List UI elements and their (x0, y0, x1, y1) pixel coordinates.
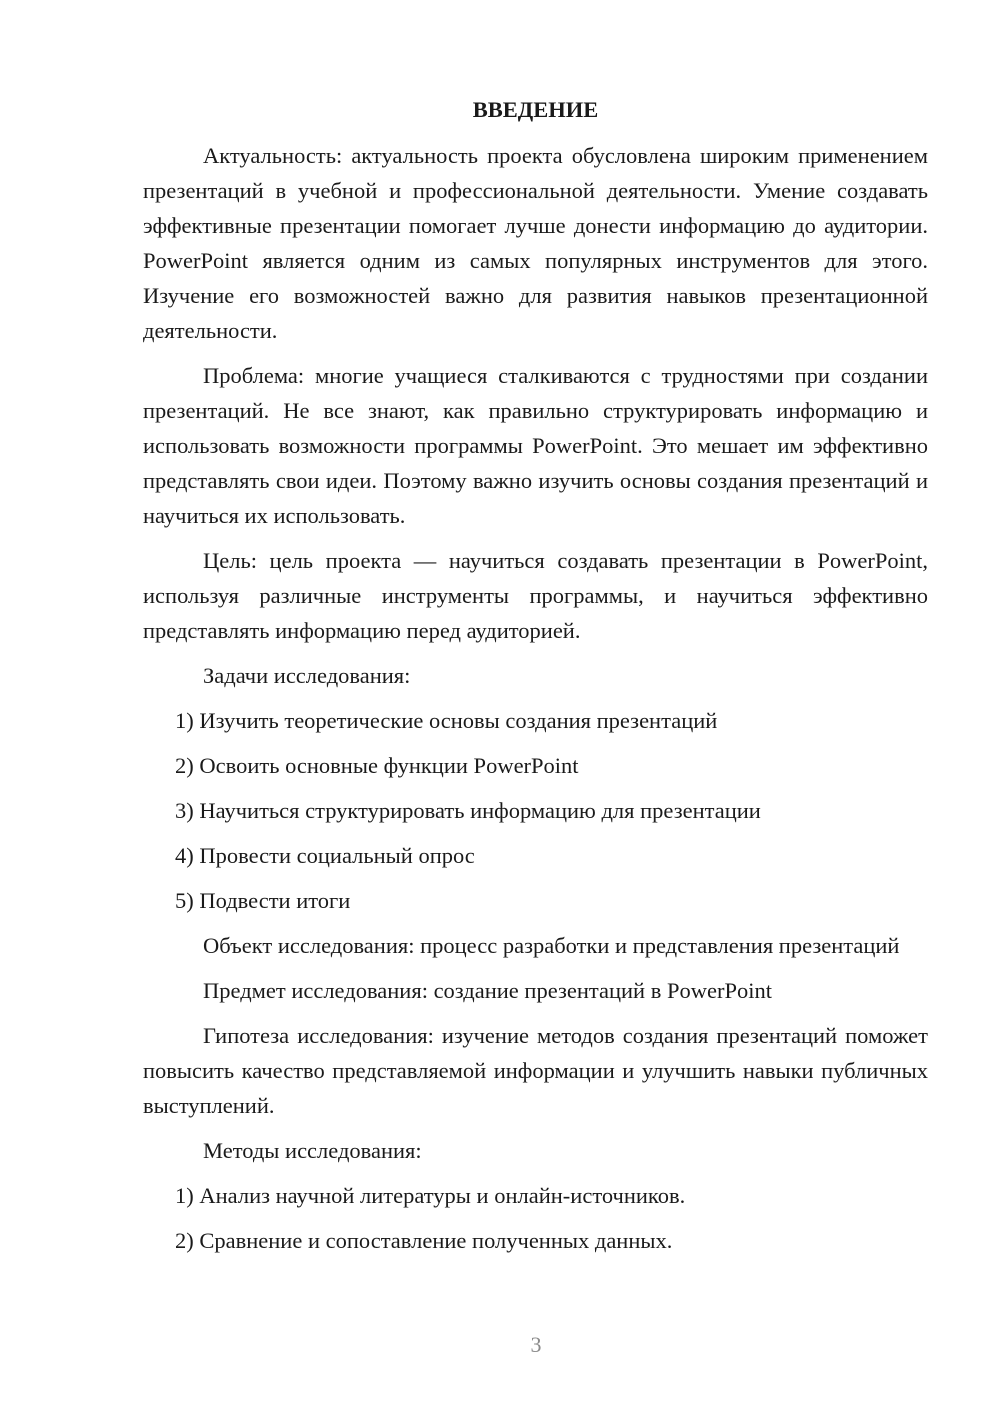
goal-paragraph: Цель: цель проекта — научиться создавать презентации в PowerPoint, используя различные инструменты программы, и научиться эффективно представлять информацию перед аудиторией. (143, 548, 928, 643)
task-item-3: 3) Научиться структурировать информацию для презентации (175, 798, 761, 823)
hypothesis-paragraph: Гипотеза исследования: изучение методов создания презентаций поможет повысить качество представляемой информации и улучшить навыки публичных выступлений. (143, 1023, 928, 1118)
method-item-2: 2) Сравнение и сопоставление полученных данных. (175, 1228, 673, 1253)
object-paragraph: Объект исследования: процесс разработки и представления презентаций (203, 933, 900, 958)
tasks-heading: Задачи исследования: (203, 663, 411, 688)
task-item-2: 2) Освоить основные функции PowerPoint (175, 753, 579, 778)
page-title: ВВЕДЕНИЕ (472, 97, 599, 122)
relevance-paragraph: Актуальность: актуальность проекта обусловлена широким применением презентаций в учебной и профессиональной деятельности. Умение создавать эффективные презентации помогает лучше донести информацию до аудитории. PowerPoint является одним из самых популярных инструментов для этого. Изучение его возможностей важно для развития навыков презентационной деятельности. (143, 143, 928, 343)
task-item-1: 1) Изучить теоретические основы создания презентаций (175, 708, 718, 733)
methods-heading: Методы исследования: (203, 1138, 422, 1163)
page-number: 3 (530, 1332, 542, 1357)
task-item-5: 5) Подвести итоги (175, 888, 351, 913)
method-item-1: 1) Анализ научной литературы и онлайн-источников. (175, 1183, 686, 1208)
problem-paragraph: Проблема: многие учащиеся сталкиваются с трудностями при создании презентаций. Не все знают, как правильно структурировать информацию и использовать возможности программы PowerPoint. Это мешает им эффективно представлять свои идеи. Поэтому важно изучить основы создания презентаций и научиться их использовать. (143, 363, 928, 528)
task-item-4: 4) Провести социальный опрос (175, 843, 475, 868)
subject-paragraph: Предмет исследования: создание презентаций в PowerPoint (203, 978, 772, 1003)
document-page (143, 92, 928, 1268)
